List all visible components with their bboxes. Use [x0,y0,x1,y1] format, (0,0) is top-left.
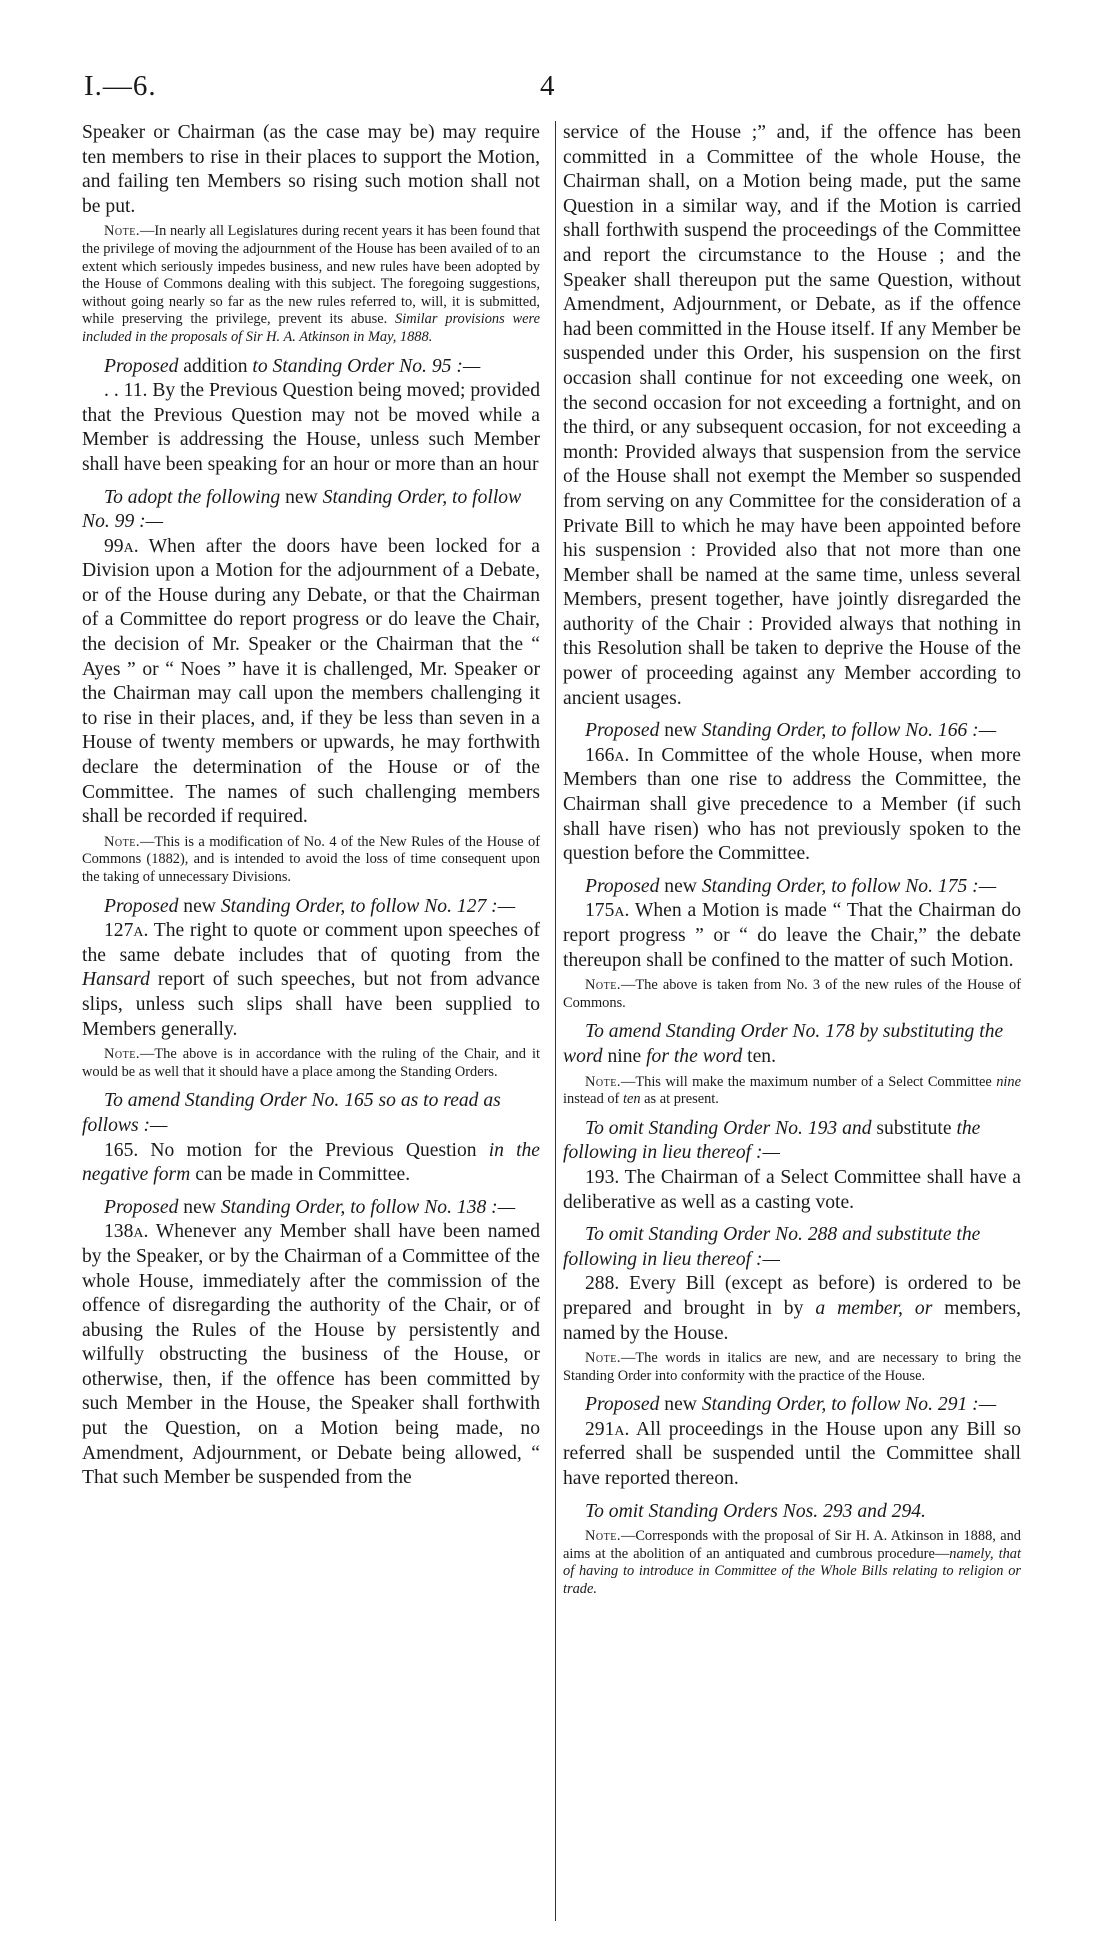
order-number: 138a. [104,1221,149,1243]
section-heading [563,1393,1021,1418]
note-italic: namely, that of having to introduce in Committee of the Whole Bills relating to religion or trade. [563,1545,1021,1598]
paragraph-text: Whenever any Member shall have been named by the Speaker, or by the Chairman of a Committee of the whole House, immediately after the commission of the offence of disregarding the authority of the Chair, or of abusing the Rules of the House by persistently and wilfully obstructing the business of the House, or otherwise, then, if the offence has been committed by such Member in the House, the Speaker shall forthwith put the Question, on a Motion being made, no Amendment, Adjournment, or Debate being allowed, “ That such Member be suspended from the [82,1221,540,1489]
paragraph [563,744,1021,867]
paragraph-italic: a member, [815,1297,903,1319]
order-number: 175a. [585,900,630,922]
paragraph: 193. The Chairman of a Select Committee shall have a deliberative as well as a casting vote. [563,1166,1021,1213]
section-heading [563,1117,1021,1166]
note [563,1528,1021,1598]
paragraph-text: When a Motion is made “ That the Chairman do report progress ” or “ do leave the Chair,” the debate thereupon shall be confined to the matter of such Motion. [563,900,1021,971]
section-heading [563,719,1021,744]
heading-part: new [659,875,702,897]
section-heading: To omit Standing Order No. 288 and substitute the following in lieu thereof :— [563,1224,981,1270]
note-label: Note. [585,1528,621,1545]
heading-part: Proposed [585,875,660,897]
heading-part: Proposed [585,720,660,742]
paragraph-text: report of such speeches, but not from advance slips, unless such slips shall have been supplied to Members generally. [82,969,540,1040]
note-text: —Corresponds with the proposal of Sir H. A. Atkinson in 1888, and aims at the abolition of an antiquated and cumbrous procedure— [563,1528,1021,1562]
heading-part: Proposed [104,1196,179,1218]
note-text: —The above is in accordance with the ruling of the Chair, and it would be as well that it should have a place among the Standing Orders. [82,1046,540,1080]
section-heading [563,875,1021,900]
paragraph-text: 165. No motion for the Previous Question [104,1139,489,1161]
paragraph [82,535,540,830]
page-number: 4 [540,70,555,102]
paragraph-text: In Committee of the whole House, when more Members than one rise to address the Committee, the Chairman shall give precedence to a Member (if such shall have risen) who has not previously spoken to the question before the Committee. [563,744,1021,865]
section-heading: To omit Standing Orders Nos. 293 and 294. [585,1500,926,1522]
heading-part: addition [178,355,253,377]
heading-part: new [659,1394,702,1416]
paper-number: I.—6. [84,70,157,102]
section-heading [563,1020,1021,1069]
left-column [82,121,540,1491]
heading-part: To amend Standing Order No. 178 by substituting the word [563,1021,1004,1067]
note-label: Note. [585,1350,621,1367]
heading-part: Standing Order, to follow No. 291 :— [701,1394,997,1416]
order-number: 99a. [104,535,139,557]
paragraph-italic: or [914,1297,933,1319]
column-divider [555,121,556,1921]
section-heading [82,1196,540,1221]
note-label: Note. [585,977,621,994]
note-label: Note. [585,1073,621,1090]
paragraph [82,919,540,1042]
paragraph: service of the House ;” and, if the offence has been committed in a Committee of the whole House, the Chairman shall, on a Motion being made, put the same Question in a similar way, and if the Motion is carried shall forthwith suspend the proceedings of the Committee and report the circumstance to the House ; and the Speaker shall thereupon put the same Question, without Amendment, Adjournment, or Debate, as if the offence had been committed in the House itself. If any Member be suspended under this Order, his suspension on the first occasion shall continue for not exceeding one week, on the second occasion for not exceeding a fortnight, and on the third, or any subsequent occasion, for not exceeding a month: Provided always that suspension from the service of the House shall not exempt the Member so suspended from serving on any Committee for the consideration of a Private Bill to which he may have been appointed before his suspension : Provided also that not more than one Member shall be named at the same time, unless several Members, present together, have jointly disregarded the authority of the Chair : Provided always that nothing in this Resolution shall be taken to deprive the House of the power of proceeding against any Member according to ancient usages. [563,122,1021,709]
paragraph: . . 11. By the Previous Question being moved; provided that the Previous Question may not be moved while a Member is addressing the House, unless such Member shall have been speaking for an hour or more than an hour [82,380,540,475]
paragraph-text: All proceedings in the House upon any Bill so referred shall be suspended until the Committee shall have reported thereon. [563,1418,1021,1490]
paragraph-text: The right to quote or comment upon speeches of the same debate includes that of quoting from the [82,920,540,966]
paragraph-italic: Hansard [82,969,150,991]
section-heading: To amend Standing Order No. 165 so as to read as follows :— [82,1090,501,1136]
paragraph-text [903,1298,915,1319]
heading-part: Standing Order, to follow No. 166 :— [701,720,997,742]
heading-part: Proposed [104,895,179,917]
heading-part: Standing Order, to follow No. 127 :— [220,895,516,917]
heading-part: for the word [646,1045,743,1067]
note [82,223,540,346]
order-number: 166a. [585,744,630,766]
heading-part: Standing Order, to follow No. 99 :— [82,486,522,533]
note-text: instead of [563,1091,623,1108]
right-column [563,121,1021,1605]
heading-part: nine [602,1045,647,1067]
note-label: Note. [104,1046,140,1063]
paragraph [563,899,1021,973]
note-italic: ten [622,1091,641,1108]
paragraph-text: 288. Every Bill (except as before) is ordered to be prepared and brought in by [563,1273,1021,1319]
note-text: —The words in italics are new, and are necessary to bring the Standing Order into conformity with the practice of the House. [563,1350,1021,1384]
section-heading [82,895,540,920]
note-label: Note. [104,833,140,850]
paragraph: Speaker or Chairman (as the case may be) may require ten members to rise in their places to support the Motion, and failing ten Members so rising such motion shall not be put. [82,122,540,217]
note-text: —This is a modification of No. 4 of the New Rules of the House of Commons (1882), and is intended to avoid the loss of time consequent upon the taking of unnecessary Divisions. [82,833,540,885]
heading-part: Proposed [104,355,179,377]
paragraph-italic: in the negative form [82,1139,541,1186]
paragraph [82,1139,540,1188]
paragraph [563,1418,1021,1492]
note-text: —The above is taken from No. 3 of the new rules of the House of Commons. [563,977,1021,1011]
paragraph-text: can be made in Committee. [190,1164,411,1186]
note-text: as at present. [640,1091,719,1108]
paragraph [563,1272,1021,1346]
heading-part: substitute [871,1117,957,1139]
heading-part: new [280,486,323,508]
note [82,1046,540,1081]
heading-part: ten. [742,1045,776,1067]
heading-part: To adopt the following [104,486,281,508]
note-italic: nine [996,1073,1021,1090]
heading-part: new [178,895,221,917]
heading-part: new [178,1196,221,1218]
paragraph-text: When after the doors have been locked for a Division upon a Motion for the adjournment of a Debate, or of the House during any Debate, or that the Chairman of a Committee do report progress or do leave the Chair, the decision of Mr. Speaker or the Chairman that the “ Ayes ” or “ Noes ” have it is challenged, Mr. Speaker or the Chairman may call upon the members challenging it to rise in their places, and, if they be less than seven in a House of twenty members or upwards, he may forthwith declare the determination of the House or of the Committee. The names of such challenging members shall be recorded if required. [82,535,540,828]
note-text: —This will make the maximum number of a Select Committee [620,1073,997,1090]
heading-part: to Standing Order No. 95 :— [252,355,481,377]
heading-part: Standing Order, to follow No. 175 :— [701,875,997,897]
heading-part: To omit Standing Order No. 193 and [585,1117,872,1139]
note-text: —In nearly all Legislatures during recent years it has been found that the privilege of moving the adjournment of the House has been availed of to an extent which seriously impedes business, and new rules have been adopted by the House of Commons dealing with this subject. The foregoing suggestions, without going nearly so far as the new rules referred to, will, it is submitted, while preserving the privilege, prevent its abuse. [82,223,540,328]
heading-part: Proposed [585,1394,660,1416]
section-heading [82,355,540,380]
paragraph [82,1220,540,1491]
note [563,1350,1021,1385]
section-heading [82,486,540,535]
order-number: 127a. [104,920,149,942]
heading-part: new [659,720,702,742]
note [82,834,540,887]
note [563,977,1021,1012]
heading-part: the following in lieu thereof :— [563,1117,981,1164]
paragraph-text: members, named by the House. [563,1297,1021,1344]
note-label: Note. [104,223,140,240]
note [563,1074,1021,1109]
note-italic: Similar provisions were included in the proposals of Sir H. A. Atkinson in May, 1888. [82,311,540,345]
order-number: 291a. [585,1418,630,1440]
heading-part: Standing Order, to follow No. 138 :— [220,1196,516,1218]
